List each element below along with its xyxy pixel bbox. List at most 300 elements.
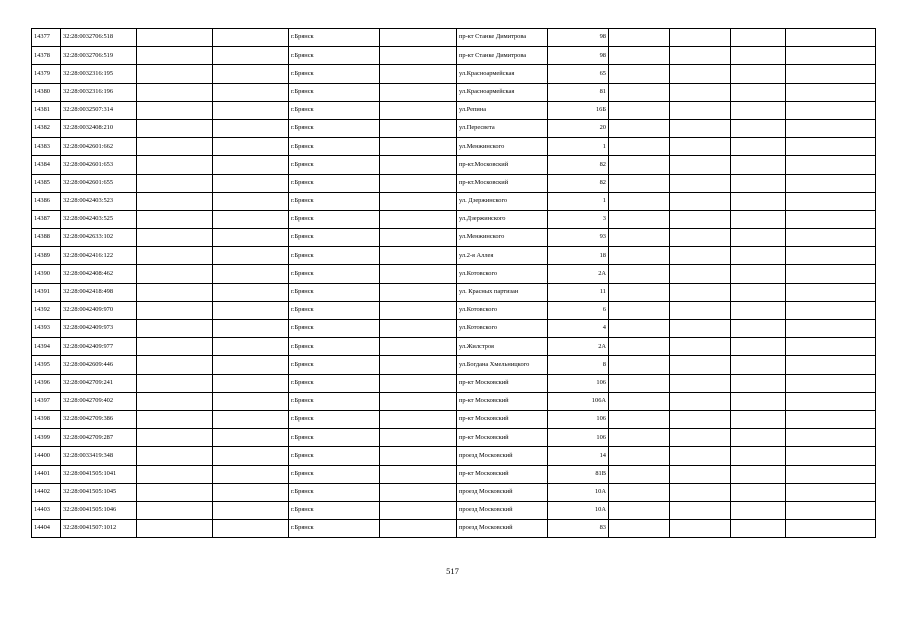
cell-street: проезд Московский (457, 520, 548, 538)
empty-cell (609, 47, 670, 65)
page-number: 517 (446, 566, 459, 576)
empty-cell (731, 501, 786, 519)
empty-cell (609, 265, 670, 283)
empty-cell (380, 374, 457, 392)
cell-city: г.Брянск (289, 210, 380, 228)
cell-house: 3 (548, 210, 609, 228)
cell-cadastral: 32:28:0041507:1012 (61, 520, 137, 538)
empty-cell (670, 47, 731, 65)
cell-id: 14378 (32, 47, 61, 65)
cell-street: проезд Московский (457, 501, 548, 519)
cell-house: 6 (548, 301, 609, 319)
cell-street: пр-кт Станке Димитрова (457, 47, 548, 65)
empty-cell (731, 520, 786, 538)
cell-id: 14403 (32, 501, 61, 519)
empty-cell (786, 119, 876, 137)
empty-cell (786, 47, 876, 65)
empty-cell (380, 65, 457, 83)
empty-cell (213, 156, 289, 174)
cell-house: 11 (548, 283, 609, 301)
table-row (32, 501, 876, 519)
empty-cell (786, 301, 876, 319)
cell-id: 14385 (32, 174, 61, 192)
cell-cadastral: 32:28:0041505:1046 (61, 501, 137, 519)
empty-cell (609, 65, 670, 83)
empty-cell (137, 247, 213, 265)
empty-cell (213, 83, 289, 101)
empty-cell (609, 356, 670, 374)
empty-cell (670, 410, 731, 428)
cell-cadastral: 32:28:0042403:523 (61, 192, 137, 210)
empty-cell (609, 229, 670, 247)
cell-house: 1 (548, 138, 609, 156)
cell-street: пр-кт Станке Димитрова (457, 29, 548, 47)
cell-id: 14386 (32, 192, 61, 210)
empty-cell (786, 283, 876, 301)
empty-cell (731, 192, 786, 210)
cell-city: г.Брянск (289, 483, 380, 501)
cell-cadastral: 32:28:0032507:314 (61, 101, 137, 119)
empty-cell (380, 447, 457, 465)
empty-cell (731, 356, 786, 374)
table-row (32, 156, 876, 174)
cell-street: ул.Дзержинского (457, 210, 548, 228)
cell-city: г.Брянск (289, 447, 380, 465)
table-row (32, 265, 876, 283)
cell-street: пр-кт Московский (457, 410, 548, 428)
empty-cell (786, 465, 876, 483)
empty-cell (670, 392, 731, 410)
empty-cell (609, 374, 670, 392)
empty-cell (380, 174, 457, 192)
table-row (32, 465, 876, 483)
cell-cadastral: 32:28:0042601:662 (61, 138, 137, 156)
empty-cell (380, 465, 457, 483)
cell-cadastral: 32:28:0042601:653 (61, 156, 137, 174)
cell-id: 14394 (32, 338, 61, 356)
cell-cadastral: 32:28:0042601:655 (61, 174, 137, 192)
empty-cell (213, 138, 289, 156)
empty-cell (731, 392, 786, 410)
cell-city: г.Брянск (289, 83, 380, 101)
cell-house: 106 (548, 410, 609, 428)
empty-cell (137, 338, 213, 356)
empty-cell (786, 483, 876, 501)
empty-cell (213, 192, 289, 210)
empty-cell (213, 265, 289, 283)
table-row (32, 283, 876, 301)
empty-cell (609, 429, 670, 447)
empty-cell (137, 29, 213, 47)
empty-cell (137, 520, 213, 538)
empty-cell (609, 338, 670, 356)
empty-cell (137, 483, 213, 501)
cell-house: 16Б (548, 101, 609, 119)
cell-city: г.Брянск (289, 320, 380, 338)
cell-cadastral: 32:28:0032316:195 (61, 65, 137, 83)
empty-cell (609, 119, 670, 137)
cell-city: г.Брянск (289, 119, 380, 137)
empty-cell (137, 301, 213, 319)
cell-id: 14387 (32, 210, 61, 228)
cell-id: 14401 (32, 465, 61, 483)
cell-cadastral: 32:28:0042418:498 (61, 283, 137, 301)
cell-city: г.Брянск (289, 138, 380, 156)
empty-cell (609, 483, 670, 501)
table-row (32, 174, 876, 192)
table-row (32, 483, 876, 501)
cell-street: ул.Пересвета (457, 119, 548, 137)
empty-cell (609, 410, 670, 428)
cell-street: проезд Московский (457, 447, 548, 465)
empty-cell (786, 138, 876, 156)
cell-city: г.Брянск (289, 392, 380, 410)
empty-cell (786, 338, 876, 356)
empty-cell (786, 210, 876, 228)
cell-id: 14384 (32, 156, 61, 174)
empty-cell (137, 156, 213, 174)
empty-cell (213, 410, 289, 428)
empty-cell (786, 410, 876, 428)
cell-house: 98 (548, 47, 609, 65)
empty-cell (380, 138, 457, 156)
cell-city: г.Брянск (289, 229, 380, 247)
empty-cell (670, 429, 731, 447)
empty-cell (380, 265, 457, 283)
cell-cadastral: 32:28:0042403:525 (61, 210, 137, 228)
cell-street: пр-кт.Московский (457, 156, 548, 174)
cell-id: 14391 (32, 283, 61, 301)
empty-cell (786, 156, 876, 174)
cell-id: 14404 (32, 520, 61, 538)
cell-cadastral: 32:28:0042609:446 (61, 356, 137, 374)
cell-id: 14377 (32, 29, 61, 47)
empty-cell (731, 138, 786, 156)
empty-cell (380, 29, 457, 47)
cell-cadastral: 32:28:0042409:970 (61, 301, 137, 319)
empty-cell (670, 83, 731, 101)
table-row (32, 192, 876, 210)
empty-cell (380, 210, 457, 228)
empty-cell (786, 392, 876, 410)
cell-city: г.Брянск (289, 47, 380, 65)
empty-cell (786, 83, 876, 101)
cell-city: г.Брянск (289, 465, 380, 483)
empty-cell (137, 429, 213, 447)
empty-cell (786, 320, 876, 338)
cell-id: 14382 (32, 119, 61, 137)
empty-cell (137, 83, 213, 101)
table-row (32, 356, 876, 374)
cell-id: 14397 (32, 392, 61, 410)
empty-cell (609, 447, 670, 465)
empty-cell (213, 101, 289, 119)
empty-cell (213, 501, 289, 519)
empty-cell (213, 392, 289, 410)
empty-cell (731, 174, 786, 192)
table-body (32, 29, 876, 538)
empty-cell (731, 29, 786, 47)
empty-cell (609, 392, 670, 410)
empty-cell (380, 101, 457, 119)
empty-cell (137, 374, 213, 392)
empty-cell (670, 65, 731, 83)
empty-cell (213, 447, 289, 465)
empty-cell (609, 301, 670, 319)
empty-cell (380, 520, 457, 538)
cell-house: 81В (548, 465, 609, 483)
cell-street: проезд Московский (457, 483, 548, 501)
empty-cell (137, 210, 213, 228)
table-row (32, 447, 876, 465)
empty-cell (731, 229, 786, 247)
empty-cell (731, 119, 786, 137)
cell-cadastral: 32:28:0042709:402 (61, 392, 137, 410)
cell-house: 4 (548, 320, 609, 338)
cell-street: пр-кт Московский (457, 465, 548, 483)
empty-cell (670, 320, 731, 338)
empty-cell (670, 465, 731, 483)
empty-cell (137, 47, 213, 65)
table-row (32, 210, 876, 228)
empty-cell (213, 465, 289, 483)
empty-cell (786, 429, 876, 447)
empty-cell (380, 156, 457, 174)
empty-cell (670, 447, 731, 465)
cell-city: г.Брянск (289, 265, 380, 283)
cell-city: г.Брянск (289, 520, 380, 538)
cell-cadastral: 32:28:0042408:462 (61, 265, 137, 283)
table-row (32, 29, 876, 47)
empty-cell (213, 29, 289, 47)
cell-city: г.Брянск (289, 429, 380, 447)
empty-cell (213, 229, 289, 247)
table-row (32, 101, 876, 119)
table-row (32, 138, 876, 156)
empty-cell (380, 247, 457, 265)
cell-id: 14402 (32, 483, 61, 501)
table-row (32, 47, 876, 65)
empty-cell (380, 483, 457, 501)
empty-cell (670, 483, 731, 501)
cell-street: ул.Красноармейская (457, 83, 548, 101)
cell-street: ул.Красноармейская (457, 65, 548, 83)
empty-cell (137, 447, 213, 465)
empty-cell (731, 210, 786, 228)
empty-cell (213, 356, 289, 374)
empty-cell (137, 356, 213, 374)
empty-cell (213, 320, 289, 338)
empty-cell (670, 156, 731, 174)
empty-cell (137, 65, 213, 83)
table-row (32, 247, 876, 265)
empty-cell (786, 447, 876, 465)
table-row (32, 410, 876, 428)
cell-city: г.Брянск (289, 156, 380, 174)
cell-city: г.Брянск (289, 374, 380, 392)
empty-cell (213, 374, 289, 392)
cell-city: г.Брянск (289, 338, 380, 356)
cell-cadastral: 32:28:0032316:196 (61, 83, 137, 101)
cell-house: 10А (548, 501, 609, 519)
empty-cell (670, 229, 731, 247)
cell-street: ул.Котовского (457, 265, 548, 283)
empty-cell (731, 156, 786, 174)
empty-cell (137, 465, 213, 483)
empty-cell (380, 192, 457, 210)
cell-cadastral: 32:28:0032706:518 (61, 29, 137, 47)
empty-cell (380, 429, 457, 447)
cell-house: 20 (548, 119, 609, 137)
empty-cell (731, 265, 786, 283)
empty-cell (137, 283, 213, 301)
empty-cell (786, 247, 876, 265)
empty-cell (786, 520, 876, 538)
empty-cell (380, 356, 457, 374)
empty-cell (380, 47, 457, 65)
cell-id: 14393 (32, 320, 61, 338)
cell-house: 106А (548, 392, 609, 410)
cell-cadastral: 32:28:0042416:122 (61, 247, 137, 265)
cell-id: 14395 (32, 356, 61, 374)
table-row (32, 301, 876, 319)
empty-cell (731, 283, 786, 301)
empty-cell (213, 210, 289, 228)
empty-cell (670, 501, 731, 519)
cell-house: 93 (548, 229, 609, 247)
empty-cell (670, 192, 731, 210)
cell-street: ул.2-я Аллея (457, 247, 548, 265)
cell-house: 8 (548, 356, 609, 374)
table-row (32, 320, 876, 338)
empty-cell (380, 392, 457, 410)
cell-id: 14400 (32, 447, 61, 465)
cell-cadastral: 32:28:0032706:519 (61, 47, 137, 65)
cell-cadastral: 32:28:0042633:102 (61, 229, 137, 247)
cell-id: 14381 (32, 101, 61, 119)
empty-cell (137, 229, 213, 247)
cell-id: 14399 (32, 429, 61, 447)
empty-cell (213, 483, 289, 501)
empty-cell (786, 192, 876, 210)
cell-city: г.Брянск (289, 410, 380, 428)
cell-city: г.Брянск (289, 301, 380, 319)
cell-cadastral: 32:28:0042709:241 (61, 374, 137, 392)
cell-cadastral: 32:28:0042709:386 (61, 410, 137, 428)
empty-cell (609, 83, 670, 101)
empty-cell (609, 465, 670, 483)
empty-cell (380, 320, 457, 338)
empty-cell (731, 47, 786, 65)
cell-street: пр-кт Московский (457, 429, 548, 447)
empty-cell (137, 138, 213, 156)
empty-cell (731, 465, 786, 483)
empty-cell (380, 501, 457, 519)
cell-house: 82 (548, 174, 609, 192)
empty-cell (670, 174, 731, 192)
cell-house: 2А (548, 265, 609, 283)
empty-cell (137, 174, 213, 192)
empty-cell (213, 301, 289, 319)
cell-cadastral: 32:28:0033419:348 (61, 447, 137, 465)
empty-cell (609, 156, 670, 174)
cell-cadastral: 32:28:0041505:1041 (61, 465, 137, 483)
cell-id: 14388 (32, 229, 61, 247)
registry-table (31, 28, 876, 538)
empty-cell (670, 374, 731, 392)
empty-cell (137, 192, 213, 210)
empty-cell (670, 283, 731, 301)
cell-street: пр-кт Московский (457, 374, 548, 392)
cell-id: 14390 (32, 265, 61, 283)
cell-cadastral: 32:28:0042409:973 (61, 320, 137, 338)
table-row (32, 520, 876, 538)
empty-cell (137, 392, 213, 410)
cell-cadastral: 32:28:0042409:977 (61, 338, 137, 356)
cell-house: 14 (548, 447, 609, 465)
empty-cell (731, 247, 786, 265)
empty-cell (786, 29, 876, 47)
cell-street: ул.Репина (457, 101, 548, 119)
empty-cell (609, 283, 670, 301)
empty-cell (670, 247, 731, 265)
empty-cell (380, 283, 457, 301)
cell-city: г.Брянск (289, 29, 380, 47)
cell-house: 2А (548, 338, 609, 356)
empty-cell (670, 210, 731, 228)
empty-cell (786, 501, 876, 519)
table-row (32, 229, 876, 247)
cell-street: ул.Менжинского (457, 229, 548, 247)
empty-cell (609, 210, 670, 228)
empty-cell (213, 429, 289, 447)
cell-cadastral: 32:28:0042709:287 (61, 429, 137, 447)
empty-cell (731, 447, 786, 465)
empty-cell (670, 138, 731, 156)
cell-cadastral: 32:28:0032408:210 (61, 119, 137, 137)
empty-cell (213, 47, 289, 65)
cell-id: 14392 (32, 301, 61, 319)
empty-cell (731, 65, 786, 83)
empty-cell (731, 410, 786, 428)
empty-cell (380, 301, 457, 319)
cell-house: 106 (548, 374, 609, 392)
empty-cell (786, 65, 876, 83)
empty-cell (609, 192, 670, 210)
cell-id: 14396 (32, 374, 61, 392)
empty-cell (786, 101, 876, 119)
empty-cell (213, 283, 289, 301)
empty-cell (137, 265, 213, 283)
cell-city: г.Брянск (289, 283, 380, 301)
empty-cell (609, 29, 670, 47)
cell-house: 81 (548, 83, 609, 101)
empty-cell (137, 501, 213, 519)
cell-city: г.Брянск (289, 501, 380, 519)
empty-cell (670, 520, 731, 538)
cell-cadastral: 32:28:0041505:1045 (61, 483, 137, 501)
table-row (32, 119, 876, 137)
cell-street: ул. Красных партизан (457, 283, 548, 301)
cell-house: 65 (548, 65, 609, 83)
table-row (32, 83, 876, 101)
cell-street: ул.Менжинского (457, 138, 548, 156)
cell-id: 14379 (32, 65, 61, 83)
cell-street: ул.Жилстроя (457, 338, 548, 356)
empty-cell (731, 83, 786, 101)
empty-cell (213, 65, 289, 83)
empty-cell (380, 410, 457, 428)
